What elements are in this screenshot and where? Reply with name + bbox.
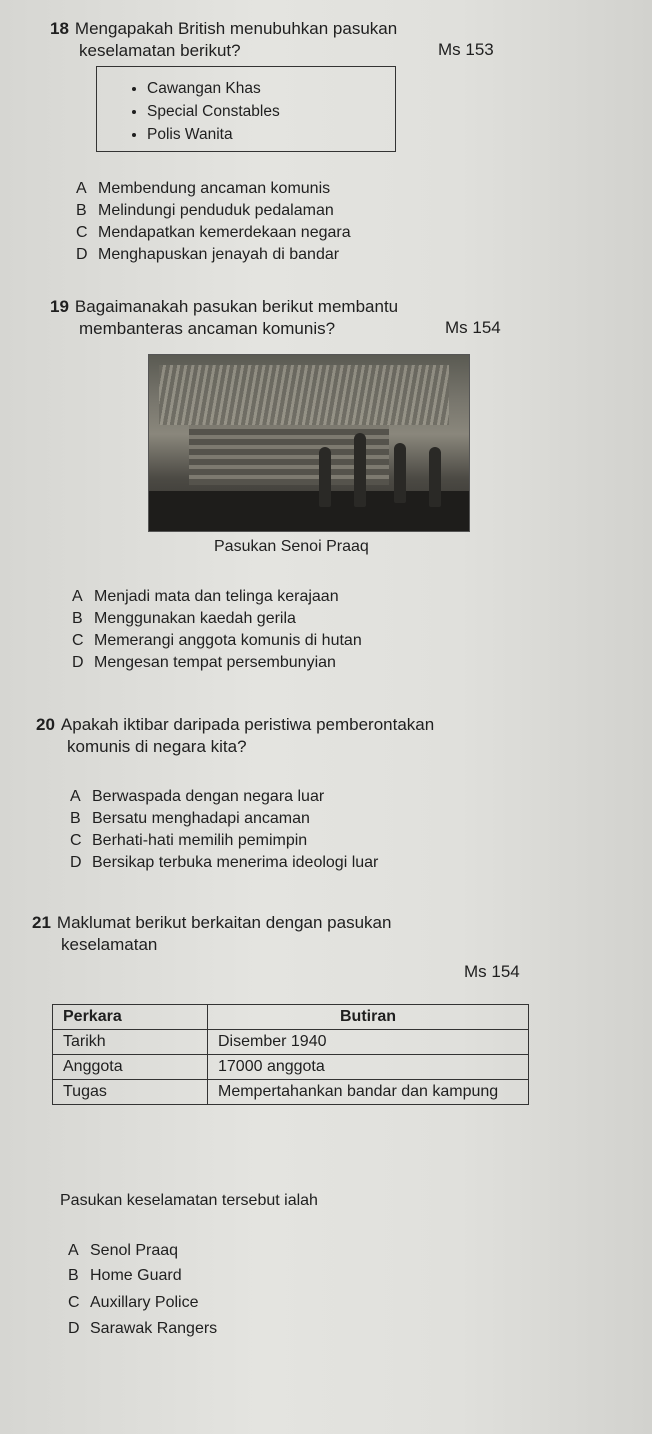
option-c[interactable]: [72, 630, 362, 652]
option-letter: D: [72, 654, 84, 671]
bullet-item: • Cawangan Khas: [147, 77, 395, 100]
option-text: Auxillary Police: [90, 1294, 199, 1311]
option-d[interactable]: [72, 652, 336, 674]
bullet-item: • Special Constables: [147, 100, 395, 123]
table-header-cell: Butiran: [208, 1005, 529, 1030]
question-stem: Pasukan keselamatan tersebut ialah: [60, 1192, 318, 1209]
question-text-line1: Bagaimanakah pasukan berikut membantu: [74, 297, 399, 316]
photo-figure: [429, 447, 441, 507]
option-text: Memerangi anggota komunis di hutan: [94, 632, 362, 649]
option-letter: D: [70, 854, 82, 871]
option-letter: D: [76, 246, 88, 263]
option-text: Menghapuskan jenayah di bandar: [98, 246, 340, 263]
option-text: Membendung ancaman komunis: [98, 180, 331, 197]
option-b[interactable]: [68, 1265, 182, 1287]
photo-caption: Pasukan Senoi Praaq: [214, 538, 369, 555]
option-c[interactable]: [76, 222, 351, 244]
option-letter: A: [68, 1242, 79, 1259]
option-text: Mengesan tempat persembunyian: [94, 654, 336, 671]
option-text: Berhati-hati memilih pemimpin: [92, 832, 308, 849]
question-text-line1: Maklumat berikut berkaitan dengan pasukan: [56, 913, 392, 932]
option-text: Melindungi penduduk pedalaman: [98, 202, 334, 219]
option-text: Berwaspada dengan negara luar: [92, 788, 325, 805]
option-c[interactable]: [70, 830, 307, 852]
question-text-line2: membanteras ancaman komunis?: [79, 319, 336, 338]
option-letter: B: [70, 810, 81, 827]
photo-figure: [319, 447, 331, 507]
table-row: [53, 1080, 529, 1105]
photo-roof: [159, 365, 449, 425]
option-text: Mendapatkan kemerdekaan negara: [98, 224, 351, 241]
question-20: [36, 714, 434, 758]
option-c[interactable]: [68, 1292, 198, 1314]
table-cell: Anggota: [53, 1055, 208, 1080]
option-letter: B: [76, 202, 87, 219]
option-letter: A: [76, 180, 87, 197]
option-letter: A: [72, 588, 83, 605]
option-a[interactable]: [76, 178, 330, 200]
option-text: Bersikap terbuka menerima ideologi luar: [92, 854, 379, 871]
page-reference: Ms 154: [445, 318, 501, 337]
option-b[interactable]: [72, 608, 296, 630]
table-header-row: [53, 1005, 529, 1030]
question-text-line2: komunis di negara kita?: [67, 737, 247, 756]
option-d[interactable]: [70, 852, 378, 874]
photo-figure: [394, 443, 406, 503]
option-text: Sarawak Rangers: [90, 1320, 218, 1337]
option-text: Bersatu menghadapi ancaman: [92, 810, 310, 827]
question-19: [50, 296, 398, 340]
option-a[interactable]: [72, 586, 339, 608]
question-number: 21: [32, 913, 51, 932]
option-b[interactable]: [70, 808, 310, 830]
option-text: Home Guard: [90, 1267, 182, 1284]
table-cell: 17000 anggota: [208, 1055, 529, 1080]
question-text-line1: Apakah iktibar daripada peristiwa pemberontakan: [60, 715, 435, 734]
table-header-cell: Perkara: [53, 1005, 208, 1030]
option-a[interactable]: [68, 1240, 178, 1262]
table-cell: Tugas: [53, 1080, 208, 1105]
photo-ground: [149, 491, 469, 531]
question-number: 19: [50, 297, 69, 316]
table-cell: Mempertahankan bandar dan kampung: [208, 1080, 529, 1105]
option-letter: B: [72, 610, 83, 627]
question-number: 18: [50, 19, 69, 38]
senoi-praaq-photo: [148, 354, 470, 532]
option-a[interactable]: [70, 786, 324, 808]
question-number: 20: [36, 715, 55, 734]
option-letter: C: [70, 832, 82, 849]
option-text: Senol Praaq: [90, 1242, 179, 1259]
option-letter: A: [70, 788, 81, 805]
option-letter: D: [68, 1320, 80, 1337]
question-18: [50, 18, 397, 62]
option-text: Menggunakan kaedah gerila: [94, 610, 296, 627]
option-letter: C: [72, 632, 84, 649]
question-text-line2: keselamatan: [61, 935, 158, 954]
option-b[interactable]: [76, 200, 334, 222]
table-row: [53, 1055, 529, 1080]
table-row: [53, 1030, 529, 1055]
question-21: [32, 912, 391, 956]
option-d[interactable]: [76, 244, 339, 266]
page-reference: Ms 153: [438, 40, 494, 59]
option-text: Menjadi mata dan telinga kerajaan: [94, 588, 339, 605]
question-text-line2: keselamatan berikut?: [79, 41, 241, 60]
option-d[interactable]: [68, 1318, 217, 1340]
question-text-line1: Mengapakah British menubuhkan pasukan: [74, 19, 398, 38]
page-reference: Ms 154: [464, 962, 520, 981]
bullet-item: • Polis Wanita: [147, 123, 395, 146]
table-cell: Tarikh: [53, 1030, 208, 1055]
info-table: [52, 1004, 529, 1105]
option-letter: B: [68, 1267, 79, 1284]
photo-figure: [354, 433, 366, 507]
option-letter: C: [68, 1294, 80, 1311]
table-cell: Disember 1940: [208, 1030, 529, 1055]
bullet-list-box: [96, 66, 396, 152]
option-letter: C: [76, 224, 88, 241]
